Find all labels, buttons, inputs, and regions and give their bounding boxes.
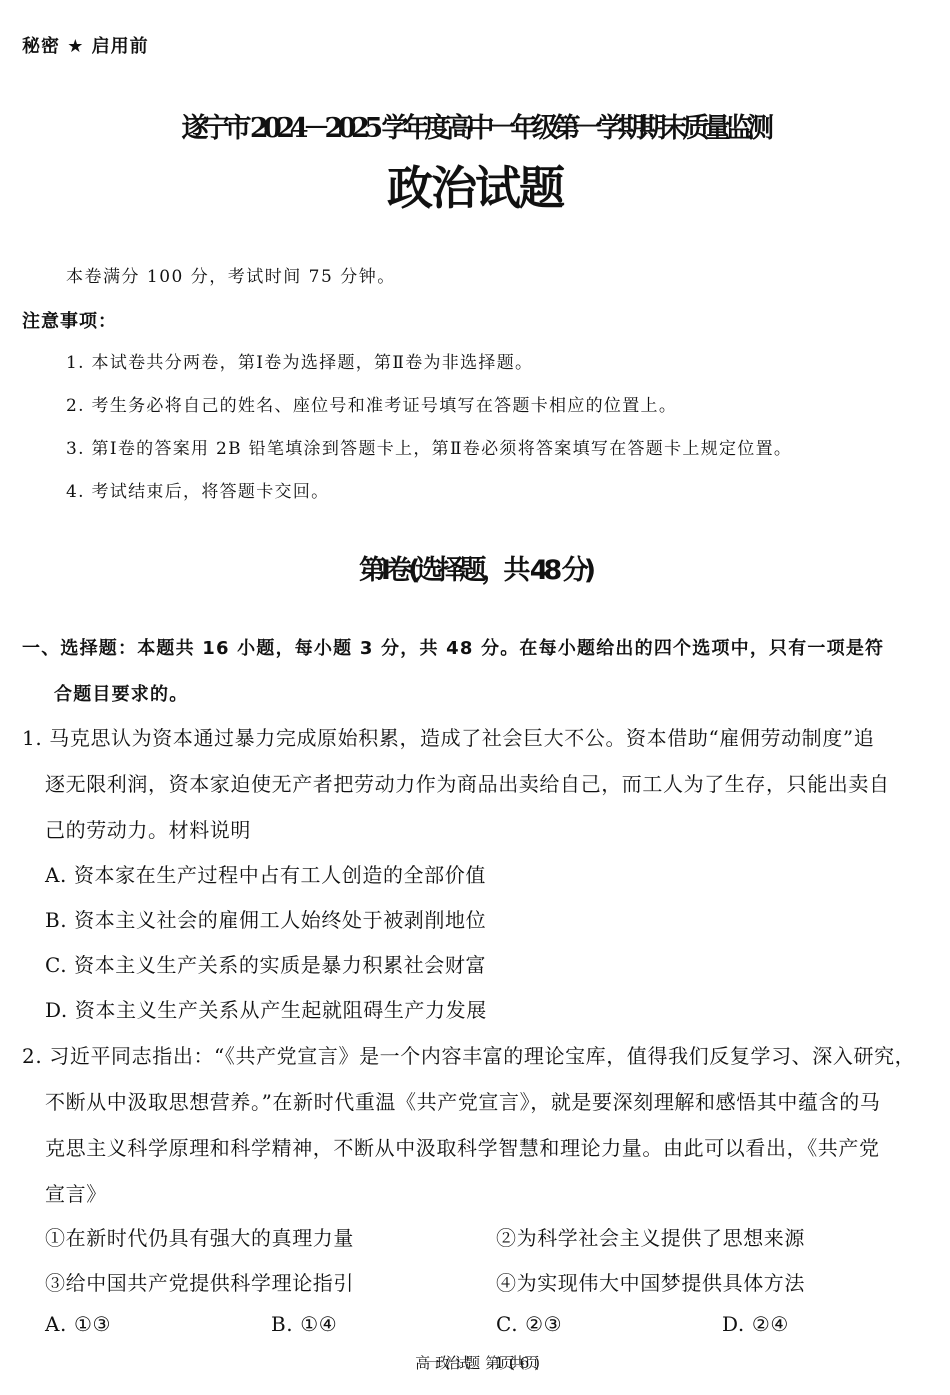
notice-item-4: 4. 考试结束后，将答题卡交回。: [66, 482, 330, 502]
question-2-option-b: B. ①④: [271, 1312, 338, 1336]
question-2-option-c: C. ②③: [496, 1312, 563, 1336]
question-2-statement-2: ②为科学社会主义提供了思想来源: [496, 1226, 805, 1250]
question-1-option-d: D. 资本主义生产关系从产生起就阻碍生产力发展: [45, 998, 487, 1022]
section-title: 第Ⅰ卷(选择题，共 48 分): [358, 555, 592, 586]
question-1-line-1: 1. 马克思认为资本通过暴力完成原始积累，造成了社会巨大不公。资本借助“雇佣劳动制度”追: [22, 726, 875, 750]
question-2-statement-3: ③给中国共产党提供科学理论指引: [45, 1271, 354, 1295]
score-time-info: 本卷满分 100 分，考试时间 75 分钟。: [66, 267, 396, 287]
question-1-option-a: A. 资本家在生产过程中占有工人创造的全部价值: [45, 863, 486, 887]
question-2-line-3: 克思主义科学原理和科学精神，不断从中汲取科学智慧和理论力量。由此可以看出，《共产党: [45, 1136, 880, 1160]
secret-label: 秘密 ★ 启用前: [22, 36, 149, 57]
part-heading-line2: 合题目要求的。: [54, 684, 189, 705]
subject-title: 政治试题: [387, 161, 563, 215]
part-heading-line1: 一、选择题：本题共 16 小题，每小题 3 分，共 48 分。在每小题给出的四个选项中，只有一项是符: [22, 638, 885, 659]
question-1-option-c: C. 资本主义生产关系的实质是暴力积累社会财富: [45, 953, 487, 977]
question-1-line-3: 己的劳动力。材料说明: [45, 818, 251, 842]
notice-item-1: 1. 本试卷共分两卷，第Ⅰ卷为选择题，第Ⅱ卷为非选择题。: [66, 353, 534, 373]
question-2-line-4: 宣言》: [45, 1182, 107, 1206]
question-1-line-2: 逐无限利润，资本家迫使无产者把劳动力作为商品出卖给自己，而工人为了生存，只能出卖自: [45, 772, 890, 796]
question-2-statement-1: ①在新时代仍具有强大的真理力量: [45, 1226, 354, 1250]
notice-item-2: 2. 考生务必将自己的姓名、座位号和准考证号填写在答题卡相应的位置上。: [66, 396, 678, 416]
question-2-statement-4: ④为实现伟大中国梦提供具体方法: [496, 1271, 805, 1295]
page-footer: 高一政治试题 第 1 页(共 6 页): [415, 1354, 535, 1372]
question-2-line-1: 2. 习近平同志指出：“《共产党宣言》是一个内容丰富的理论宝库，值得我们反复学习、深入研究，: [22, 1044, 916, 1068]
question-1-option-b: B. 资本主义社会的雇佣工人始终处于被剥削地位: [45, 908, 487, 932]
question-2-option-d: D. ②④: [722, 1312, 789, 1336]
question-2-line-2: 不断从中汲取思想营养。”在新时代重温《共产党宣言》，就是要深刻理解和感悟其中蕴含的马: [45, 1090, 881, 1114]
notice-heading: 注意事项：: [22, 311, 117, 332]
exam-title: 遂宁市 2024－2025 学年度高中一年级第一学期期末质量监测: [181, 113, 769, 144]
question-2-option-a: A. ①③: [45, 1312, 112, 1336]
notice-item-3: 3. 第Ⅰ卷的答案用 2B 铅笔填涂到答题卡上，第Ⅱ卷必须将答案填写在答题卡上规定位置。: [66, 439, 793, 459]
